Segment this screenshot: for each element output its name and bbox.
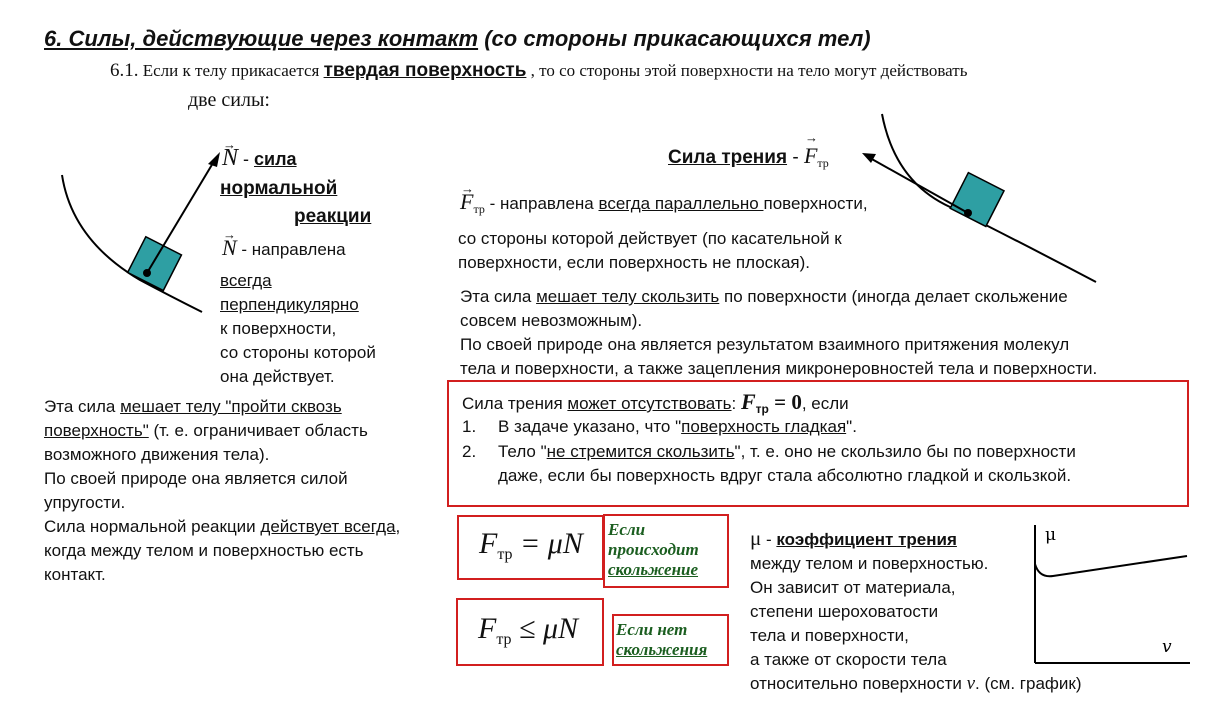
- mu-title-line: [750, 526, 957, 552]
- absent-i2-pre: Тело ": [498, 442, 547, 461]
- mu-symbol: μ: [750, 526, 762, 550]
- graph-y-label: μ: [1045, 525, 1057, 545]
- mu-dash: -: [761, 530, 777, 549]
- normal-p3-post: ,: [395, 517, 401, 536]
- graph-x-label: v: [1162, 637, 1172, 657]
- graph-curve: [1035, 556, 1187, 576]
- absent-Fsub: тр: [755, 402, 769, 416]
- friction-p1-pre: Эта сила: [460, 287, 537, 306]
- friction-symbol-2: → F: [460, 190, 473, 214]
- friction-p2-l1: По своей природе она является результатом взаимного притяжения молекул: [460, 335, 1070, 354]
- absent-item-1: [462, 415, 857, 439]
- absent-item-2: [462, 440, 1076, 464]
- cube-body: [128, 237, 182, 291]
- normal-symbol: → N: [222, 146, 238, 170]
- normal-p3-l2: когда между телом и поверхностью есть: [44, 541, 364, 560]
- absent-i2-l2: даже, если бы поверхность вдруг стала абсолютно гладкой и скользкой.: [498, 466, 1072, 485]
- normal-paragraphs: [44, 395, 444, 587]
- section-number: 6.1.: [110, 60, 139, 81]
- friction-d1-post: поверхности,: [763, 194, 868, 213]
- mu-title: коэффициент трения: [776, 530, 957, 549]
- note-sliding: [608, 520, 699, 580]
- absent-i1-num: 1.: [462, 417, 477, 436]
- formula-rest: [478, 612, 578, 649]
- friction-force-arrow: [870, 158, 968, 213]
- f1-note-l2: происходит: [608, 540, 699, 559]
- friction-p1-l2: совсем невозможным).: [460, 311, 643, 330]
- normal-desc-l2: всегда: [220, 271, 272, 290]
- f1-sub: тр: [497, 546, 513, 563]
- normal-p1-u1: мешает телу "пройти сквозь: [120, 397, 342, 416]
- normal-p1-l3: возможного движения тела).: [44, 445, 270, 464]
- friction-d1-pre: - направлена: [484, 194, 599, 213]
- intro-line-2: две силы:: [188, 89, 270, 111]
- absent-u: может отсутствовать: [567, 394, 732, 413]
- friction-diagram: [850, 112, 1100, 287]
- normal-description: [220, 269, 376, 389]
- friction-title: [668, 143, 829, 171]
- normal-force-diagram: [40, 140, 240, 320]
- friction-p1-u: мешает телу скользить: [536, 287, 720, 306]
- absent-i1-pre: В задаче указано, что ": [498, 417, 682, 436]
- formula-sliding: [479, 527, 583, 564]
- f2-sub: тр: [496, 631, 512, 648]
- mu-l7: [750, 672, 1081, 696]
- mu-velocity-graph: [1025, 520, 1195, 670]
- normal-desc-l5: со стороны которой: [220, 343, 376, 362]
- friction-d1-u: всегда параллельно: [598, 194, 764, 213]
- mu-l7-v: v: [966, 673, 976, 694]
- normal-p3-l1: [44, 515, 444, 539]
- intro-line: [110, 60, 1190, 82]
- f2-note-l1: Если нет: [616, 620, 688, 639]
- friction-cube: [950, 173, 1004, 227]
- friction-contact-point: [964, 209, 972, 217]
- normal-desc-line1: [222, 236, 346, 262]
- mu-l7-pre: относительно поверхности: [750, 674, 967, 693]
- normal-symbol-2: → N: [222, 236, 237, 260]
- normal-dash: -: [238, 149, 255, 169]
- friction-absent-box: [447, 380, 1189, 507]
- friction-desc-rest: [458, 227, 842, 275]
- mu-l7-post: . (см. график): [975, 674, 1082, 693]
- normal-p1-post: (т. е. ограничивает область: [148, 421, 368, 440]
- absent-i2-u: не стремится скользить: [546, 442, 735, 461]
- normal-desc-l6: она действует.: [220, 367, 335, 386]
- friction-symbol: → F: [804, 143, 817, 169]
- normal-p3-l3: контакт.: [44, 565, 106, 584]
- normal-p2-l2: упругости.: [44, 493, 126, 512]
- normal-desc-after-symbol: - направлена: [236, 240, 346, 259]
- contact-point: [143, 269, 151, 277]
- normal-title-l2: нормальной: [220, 178, 338, 199]
- intro-text-after: , то со стороны этой поверхности на тело могут действовать: [526, 61, 968, 80]
- normal-p3-u: действует всегда: [260, 517, 396, 536]
- normal-title-l1: сила: [254, 149, 297, 169]
- friction-paragraphs: [460, 285, 1190, 381]
- friction-p2-l2: тела и поверхности, а также зацепления микронеровностей тела и поверхности.: [460, 359, 1098, 378]
- normal-arrow-head: [208, 152, 220, 167]
- note-rest: [616, 620, 707, 660]
- mu-l5: тела и поверхности,: [750, 626, 909, 645]
- absent-pre: Сила трения: [462, 394, 568, 413]
- formula-sliding-box: [457, 515, 604, 580]
- normal-p1-pre: Эта сила: [44, 397, 121, 416]
- mu-l4: степени шероховатости: [750, 602, 939, 621]
- title-main: 6. Силы, действующие через контакт: [44, 26, 479, 51]
- surface-curve: [62, 175, 202, 312]
- friction-cube-body: [950, 173, 1004, 227]
- friction-sub: тр: [817, 156, 829, 170]
- friction-d3: поверхности, если поверхность не плоская).: [458, 253, 811, 272]
- f2-note-l2: скольжения: [616, 640, 708, 659]
- absent-i1-u: поверхность гладкая: [681, 417, 847, 436]
- friction-sub-2: тр: [473, 202, 485, 216]
- f1-note-l3: скольжение: [608, 560, 699, 579]
- friction-title-dash: -: [787, 147, 804, 168]
- normal-force-title: [222, 146, 432, 171]
- intro-emphasis: твердая поверхность: [323, 60, 527, 81]
- formula-rest-box: [456, 598, 604, 666]
- normal-p1-u2: поверхность": [44, 421, 149, 440]
- note-rest-box: [612, 614, 729, 666]
- friction-d2: со стороны которой действует (по касательной к: [458, 229, 842, 248]
- f1-F: F: [479, 527, 498, 560]
- normal-p2-l1: По своей природе она является силой: [44, 469, 348, 488]
- page-title: [44, 26, 871, 52]
- mu-l6: а также от скорости тела: [750, 650, 947, 669]
- friction-desc-line1: [460, 190, 868, 221]
- f2-F: F: [478, 612, 497, 645]
- normal-p3-pre: Сила нормальной реакции: [44, 517, 261, 536]
- normal-title-l3: реакции: [294, 206, 372, 227]
- title-rest: (со стороны прикасающихся тел): [478, 26, 871, 51]
- f1-rest: = μN: [512, 527, 583, 560]
- absent-i2-post: ", т. е. оно не скользило бы по поверхности: [734, 442, 1076, 461]
- absent-F: F: [740, 389, 756, 414]
- absent-post: , если: [801, 394, 849, 413]
- f1-note-l1: Если: [608, 520, 646, 539]
- absent-i1-post: ".: [846, 417, 857, 436]
- f2-rest: ≤ μN: [511, 612, 579, 645]
- absent-colon: :: [731, 394, 741, 413]
- friction-p1-post: по поверхности (иногда делает скольжение: [719, 287, 1068, 306]
- normal-p1-l1: [44, 395, 444, 419]
- absent-eq: = 0: [768, 390, 802, 414]
- friction-arrow-head: [862, 153, 876, 163]
- intro-text-before: Если к телу прикасается: [138, 61, 324, 80]
- note-sliding-box: [603, 514, 729, 588]
- friction-title-text: Сила трения: [668, 147, 788, 168]
- normal-desc-l3: перпендикулярно: [220, 295, 359, 314]
- absent-i2-num: 2.: [462, 442, 477, 461]
- friction-p1-l1: [460, 285, 1190, 309]
- mu-l2: между телом и поверхностью.: [750, 554, 989, 573]
- normal-p1-l2: [44, 419, 444, 443]
- cube: [128, 237, 182, 291]
- normal-desc-l4: к поверхности,: [220, 319, 337, 338]
- mu-l3: Он зависит от материала,: [750, 578, 956, 597]
